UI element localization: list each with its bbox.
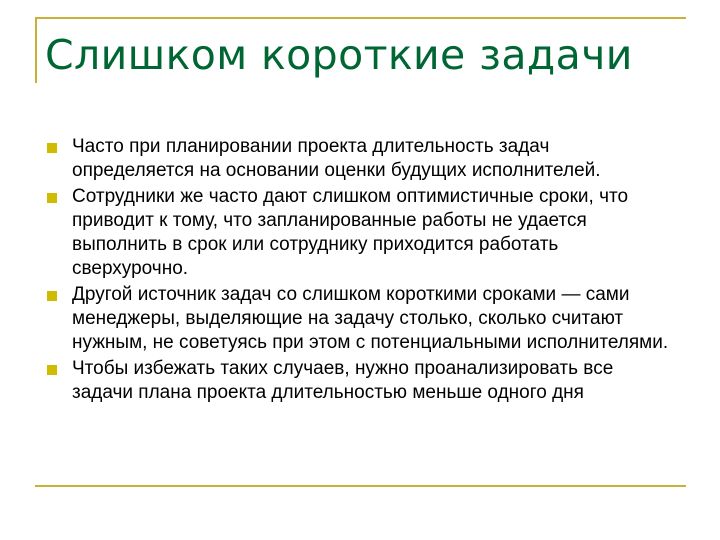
bullet-item [47,283,672,355]
top-divider [35,17,686,19]
bullet-item [47,185,672,281]
square-bullet-icon [47,291,57,301]
bullet-text: Чтобы избежать таких случаев, нужно проанализировать все задачи плана проекта длительностью меньше одного дня [72,358,614,403]
square-bullet-icon [47,193,57,203]
left-accent-line [35,17,37,83]
square-bullet-icon [47,365,57,375]
bullet-text: Сотрудники же часто дают слишком оптимистичные сроки, что приводит к тому, что запланированные работы не удается выполнить в срок или сотруднику приходится работать сверхурочно. [72,186,629,279]
slide-title: Слишком короткие задачи [45,31,633,79]
bullet-item [47,357,672,405]
bullet-text: Другой источник задач со слишком короткими сроками — сами менеджеры, выделяющие на задачу столько, сколько считают нужным, не советуясь при этом с потенциальными исполнителями. [72,284,669,353]
bullet-text: Часто при планировании проекта длительность задач определяется на основании оценки будущих исполнителей. [72,136,601,181]
bullet-list [47,135,672,407]
bottom-divider [35,485,686,487]
square-bullet-icon [47,143,57,153]
bullet-item [47,135,672,183]
